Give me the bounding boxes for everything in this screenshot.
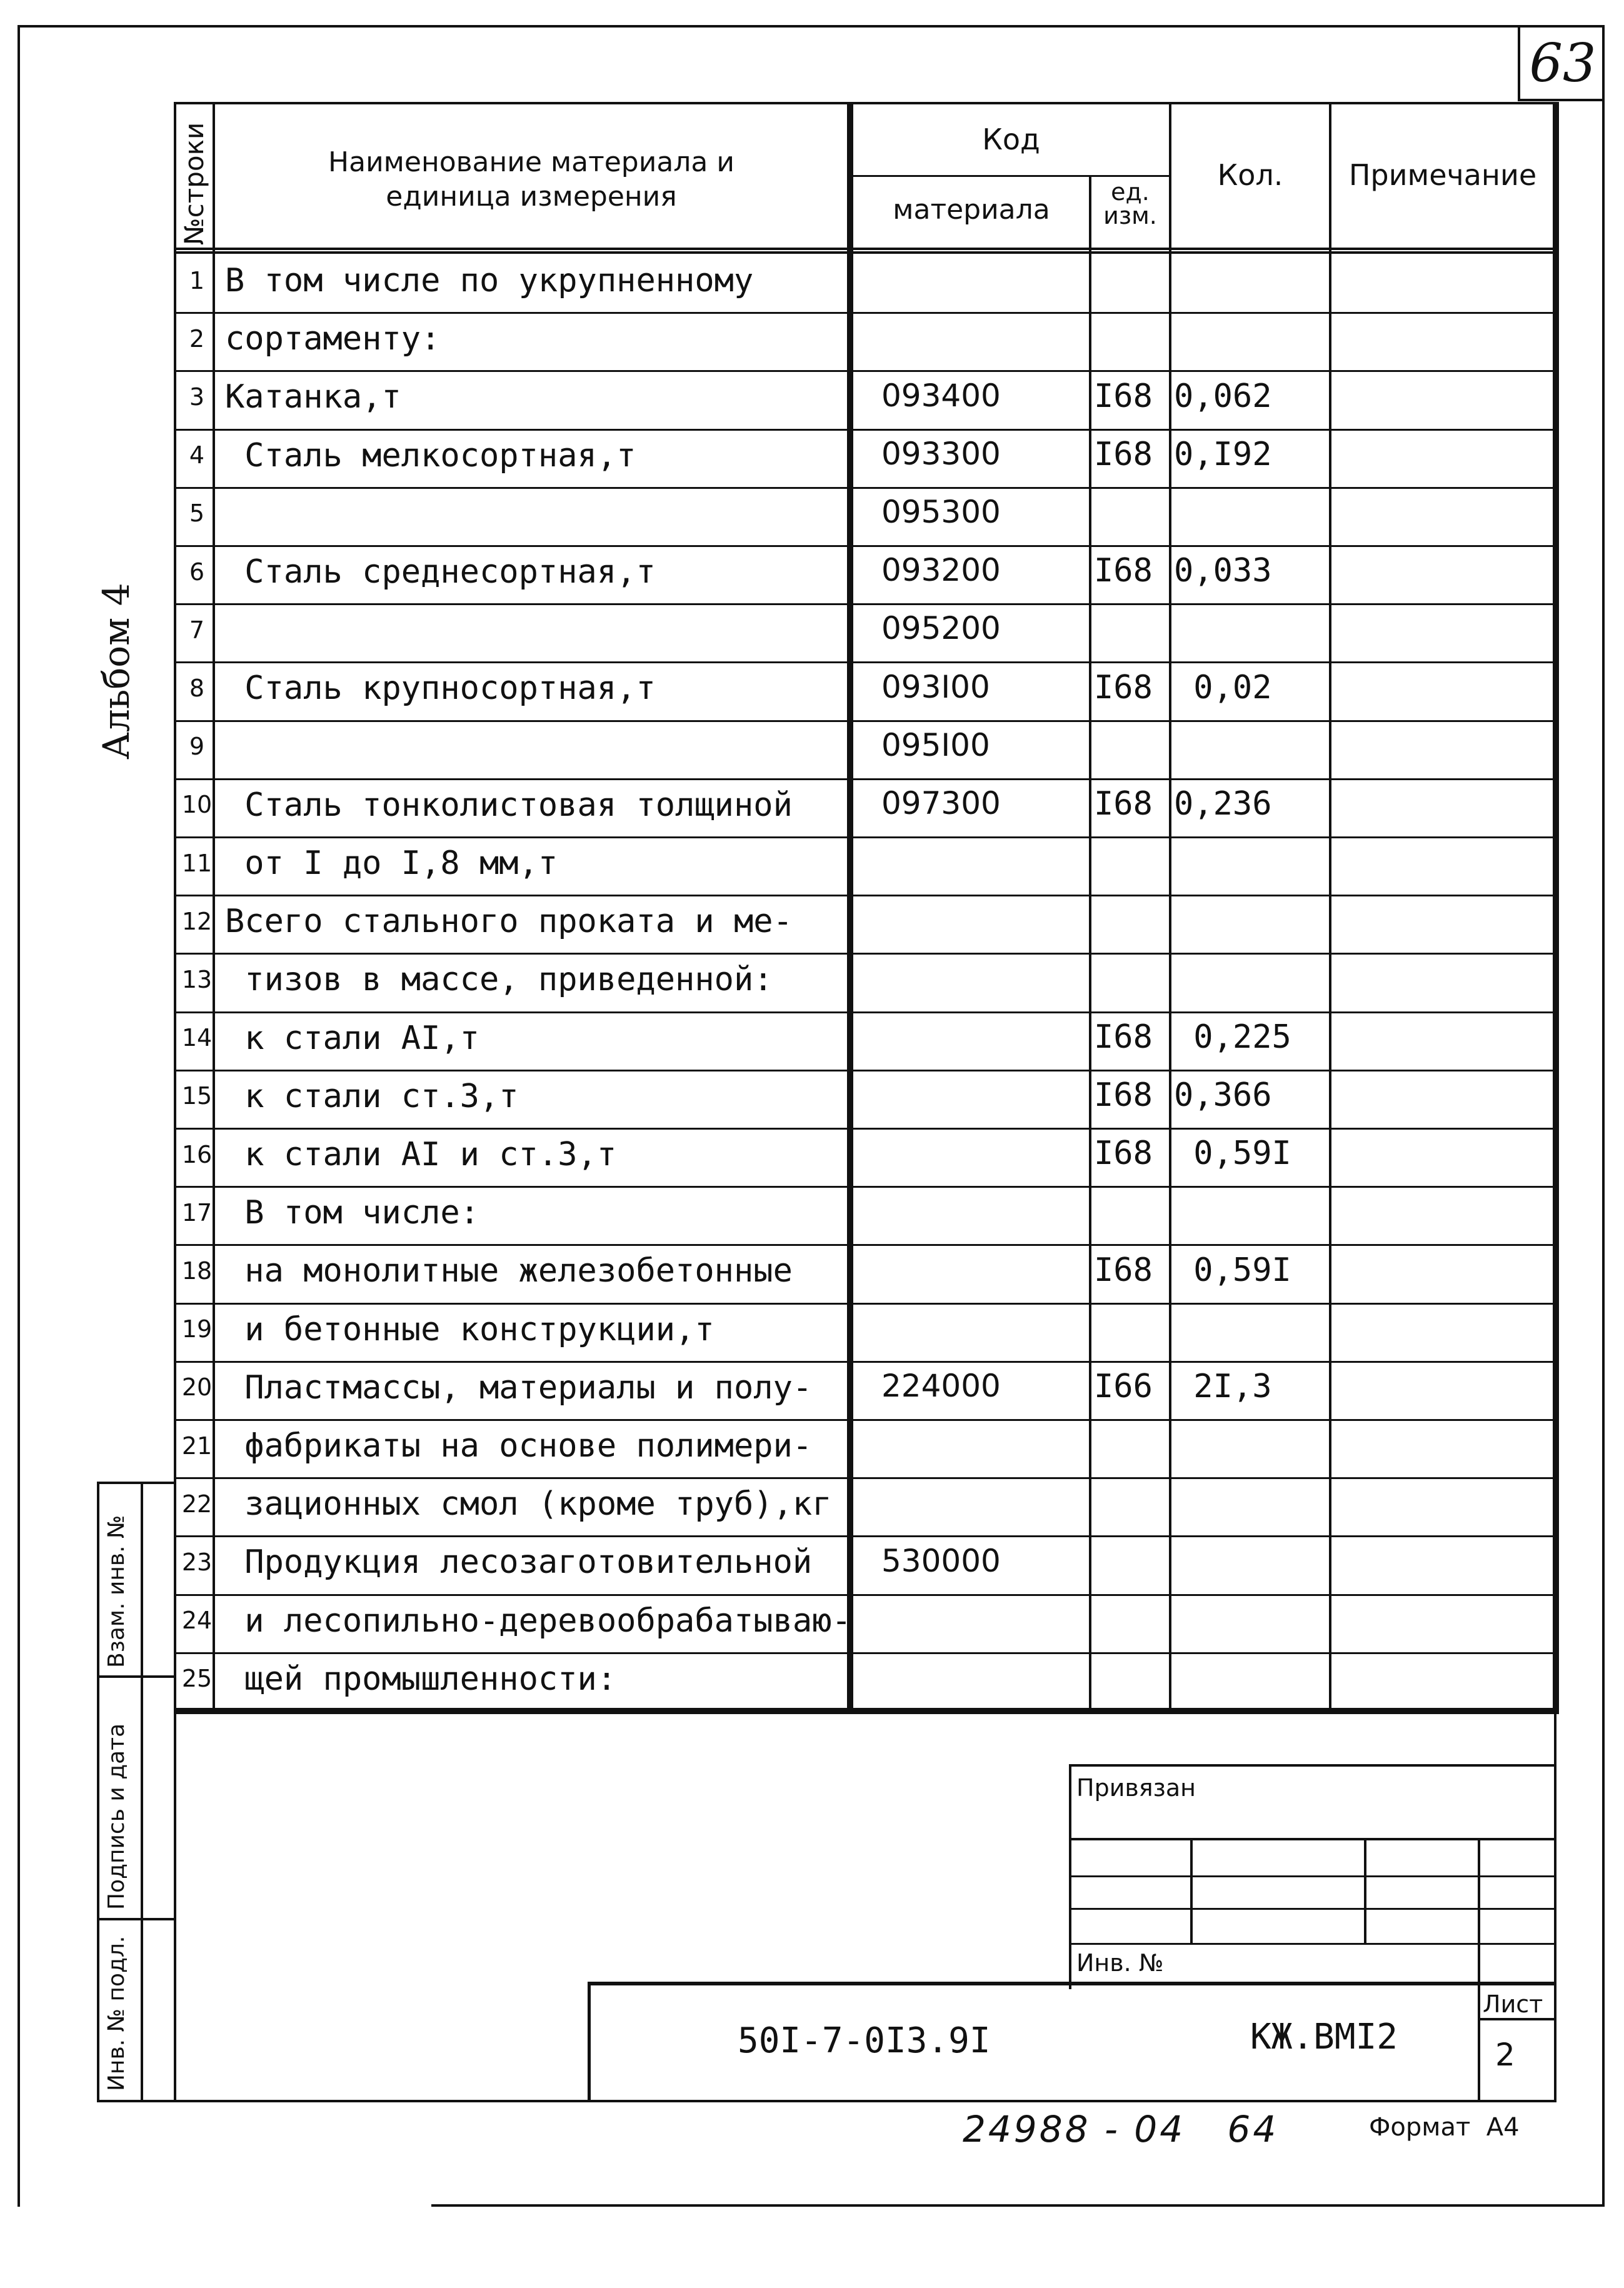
row-qty: 0,59I <box>1174 1252 1291 1289</box>
row-qty: 0,I92 <box>1174 436 1272 473</box>
row-number: 17 <box>181 1199 213 1227</box>
row-material-code: 095200 <box>881 610 1001 646</box>
header-row-no: №строки <box>179 122 209 245</box>
row-qty: 0,236 <box>1174 785 1272 823</box>
row-unit: I66 <box>1094 1368 1153 1405</box>
row-name: Катанка,т <box>225 378 401 416</box>
row-material-code: 224000 <box>881 1368 1001 1404</box>
row-number: 8 <box>189 675 205 702</box>
row-name: щей промышленности: <box>225 1660 617 1698</box>
row-number: 24 <box>181 1607 213 1634</box>
row-material-code: 097300 <box>881 785 1001 821</box>
header-qty: Кол. <box>1217 158 1283 192</box>
row-unit: I68 <box>1094 669 1153 706</box>
row-material-code: 093300 <box>881 436 1001 472</box>
header-name-line2: единица измерения <box>386 181 677 213</box>
row-unit: I68 <box>1094 1135 1153 1172</box>
row-number: 10 <box>181 791 213 818</box>
sheet-number: 2 <box>1495 2037 1515 2073</box>
row-unit: I68 <box>1094 1252 1153 1289</box>
row-name: Всего стального проката и ме- <box>225 903 793 940</box>
stamp-inv: Инв. № подл. <box>104 1935 129 2091</box>
row-unit: I68 <box>1094 552 1153 590</box>
row-material-code: 093400 <box>881 378 1001 414</box>
row-number: 5 <box>189 499 205 527</box>
row-name: фабрикаты на основе полимери- <box>225 1427 813 1465</box>
header-unit <box>1091 180 1169 228</box>
row-unit: I68 <box>1094 785 1153 823</box>
row-name: от I до I,8 мм,т <box>225 845 558 882</box>
row-number: 6 <box>189 558 205 586</box>
row-name: к стали ст.3,т <box>225 1078 519 1115</box>
row-number: 9 <box>189 733 205 760</box>
row-number: 14 <box>181 1024 213 1051</box>
row-name: Сталь тонколистовая толщиной <box>225 786 793 824</box>
row-name: тизов в массе, приведенной: <box>225 961 773 998</box>
row-name: к стали АI и ст.3,т <box>225 1136 617 1173</box>
stamp-sign: Подпись и дата <box>104 1723 129 1910</box>
row-qty: 0,225 <box>1174 1018 1291 1056</box>
header-code: Код <box>982 123 1040 156</box>
row-qty: 0,062 <box>1174 378 1272 415</box>
row-number: 3 <box>189 383 205 411</box>
sheet-label: Лист <box>1483 1990 1543 2018</box>
row-material-code: 093I00 <box>881 669 990 705</box>
row-name: Пластмассы, материалы и полу- <box>225 1369 813 1407</box>
row-number: 12 <box>181 908 213 935</box>
row-qty: 0,033 <box>1174 552 1272 590</box>
row-number: 4 <box>189 441 205 469</box>
privyazan-label: Привязан <box>1076 1774 1196 1802</box>
row-material-code: 093200 <box>881 552 1001 588</box>
row-name: В том числе: <box>225 1194 479 1232</box>
row-number: 25 <box>181 1665 213 1692</box>
row-name: Сталь мелкосортная,т <box>225 437 636 474</box>
inv-no-label: Инв. № <box>1076 1949 1164 1977</box>
row-name: сортаменту: <box>225 320 441 358</box>
row-number: 7 <box>189 616 205 644</box>
row-qty: 2I,3 <box>1174 1368 1272 1405</box>
row-name: Сталь среднесортная,т <box>225 553 656 591</box>
row-qty: 0,59I <box>1174 1135 1291 1172</box>
row-number: 1 <box>189 267 205 294</box>
row-number: 22 <box>181 1490 213 1518</box>
handwritten-inventory: 24988 - 04 64 <box>963 2108 1279 2150</box>
stamp-vzam: Взам. инв. № <box>104 1515 129 1668</box>
row-material-code: 095I00 <box>881 727 990 763</box>
row-name: и бетонные конструкции,т <box>225 1311 714 1348</box>
row-number: 21 <box>181 1432 213 1460</box>
row-number: 19 <box>181 1315 213 1343</box>
row-name: к стали АI,т <box>225 1020 479 1057</box>
header-unit-line2: изм. <box>1103 202 1157 229</box>
row-qty: 0,366 <box>1174 1076 1272 1114</box>
row-number: 15 <box>181 1082 213 1110</box>
row-number: 20 <box>181 1373 213 1401</box>
header-unit-line1: ед. <box>1111 178 1150 206</box>
row-number: 16 <box>181 1141 213 1168</box>
doc-mark: КЖ.ВМI2 <box>1250 2017 1398 2057</box>
header-code-material: материала <box>893 194 1050 226</box>
row-name: В том числе по укрупненному <box>225 262 754 299</box>
row-material-code: 530000 <box>881 1543 1001 1579</box>
format-label: Формат А4 <box>1369 2113 1520 2142</box>
row-name: Продукция лесозаготовительной <box>225 1543 813 1581</box>
row-unit: I68 <box>1094 1018 1153 1056</box>
row-unit: I68 <box>1094 1076 1153 1114</box>
row-name: на монолитные железобетонные <box>225 1252 793 1290</box>
album-label: Альбом 4 <box>95 583 138 760</box>
row-number: 11 <box>181 850 213 877</box>
page-number: 63 <box>1529 33 1596 94</box>
row-name: и лесопильно-деревообрабатываю- <box>225 1602 851 1640</box>
header-name <box>216 145 847 214</box>
row-material-code: 095300 <box>881 494 1001 530</box>
row-name: Сталь крупносортная,т <box>225 670 656 707</box>
row-number: 18 <box>181 1257 213 1285</box>
doc-code: 50I-7-0I3.9I <box>738 2020 991 2061</box>
row-number: 2 <box>189 325 205 353</box>
header-note: Примечание <box>1348 158 1537 192</box>
row-name: зационных смол (кроме труб),кг <box>225 1485 832 1523</box>
row-unit: I68 <box>1094 436 1153 473</box>
row-qty: 0,02 <box>1174 669 1272 706</box>
header-name-line1: Наименование материала и <box>328 146 734 178</box>
row-unit: I68 <box>1094 378 1153 415</box>
row-number: 13 <box>181 966 213 993</box>
row-number: 23 <box>181 1548 213 1576</box>
